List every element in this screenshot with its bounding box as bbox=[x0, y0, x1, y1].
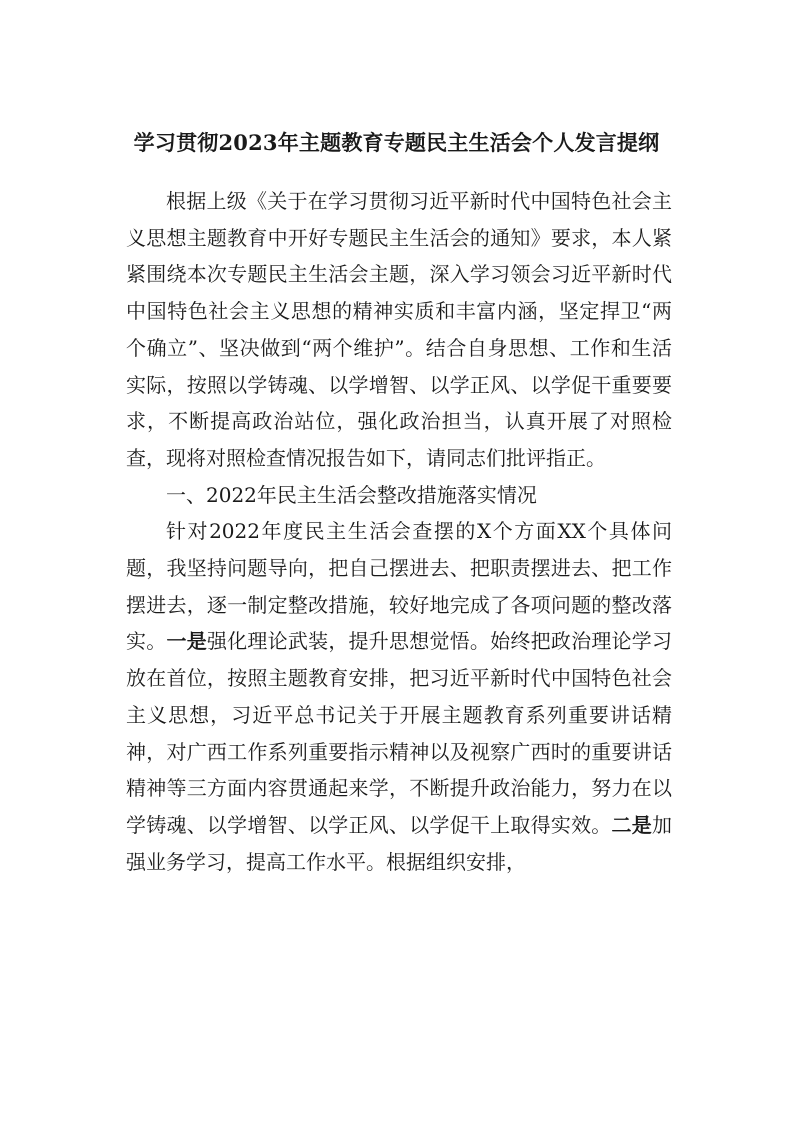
item-marker-one: 一是 bbox=[166, 629, 207, 654]
item-marker-two: 二是 bbox=[611, 812, 653, 837]
document-body bbox=[126, 183, 672, 880]
item-text-two: 加强业务学习，提高工作水平。根据组织安排， bbox=[126, 812, 673, 874]
intro-paragraph: 根据上级《关于在学习贯彻习近平新时代中国特色社会主义思想主题教育中开好专题民主生活会的通知》要求，本人紧紧围绕本次专题民主生活会主题，深入学习领会习近平新时代中国特色社会主义思想的精神实质和丰富内涵，坚定捍卫“两个确立”、坚决做到“两个维护”。结合自身思想、工作和生活实际，按照以学铸魂、以学增智、以学正风、以学促干重要要求，不断提高政治站位，强化政治担当，认真开展了对照检查，现将对照检查情况报告如下，请同志们批评指正。 bbox=[126, 189, 672, 470]
document-title: 学习贯彻2023年主题教育专题民主生活会个人发言提纲 bbox=[133, 130, 660, 155]
item-text-one: 强化理论武装，提升思想觉悟。始终把政治理论学习放在首位，按照主题教育安排，把习近平新时代中国特色社会主义思想，习近平总书记关于开展主题教育系列重要讲话精神，对广西工作系列重要指示精神以及视察广西时的重要讲话精神等三方面内容贯通起来学，不断提升政治能力，努力在以学铸魂、以学增智、以学正风、以学促干上取得实效。 bbox=[126, 629, 673, 837]
rectification-paragraph bbox=[126, 513, 672, 880]
paragraph-intro: 针对2022年度民主生活会查摆的X个方面XX个具体问题，我坚持问题导向，把自己摆进去、把职责摆进去、把工作摆进去，逐一制定整改措施，较好地完成了各项问题的整改落实。 bbox=[126, 519, 672, 654]
section-heading: 一、2022年民主生活会整改措施落实情况 bbox=[166, 482, 537, 507]
